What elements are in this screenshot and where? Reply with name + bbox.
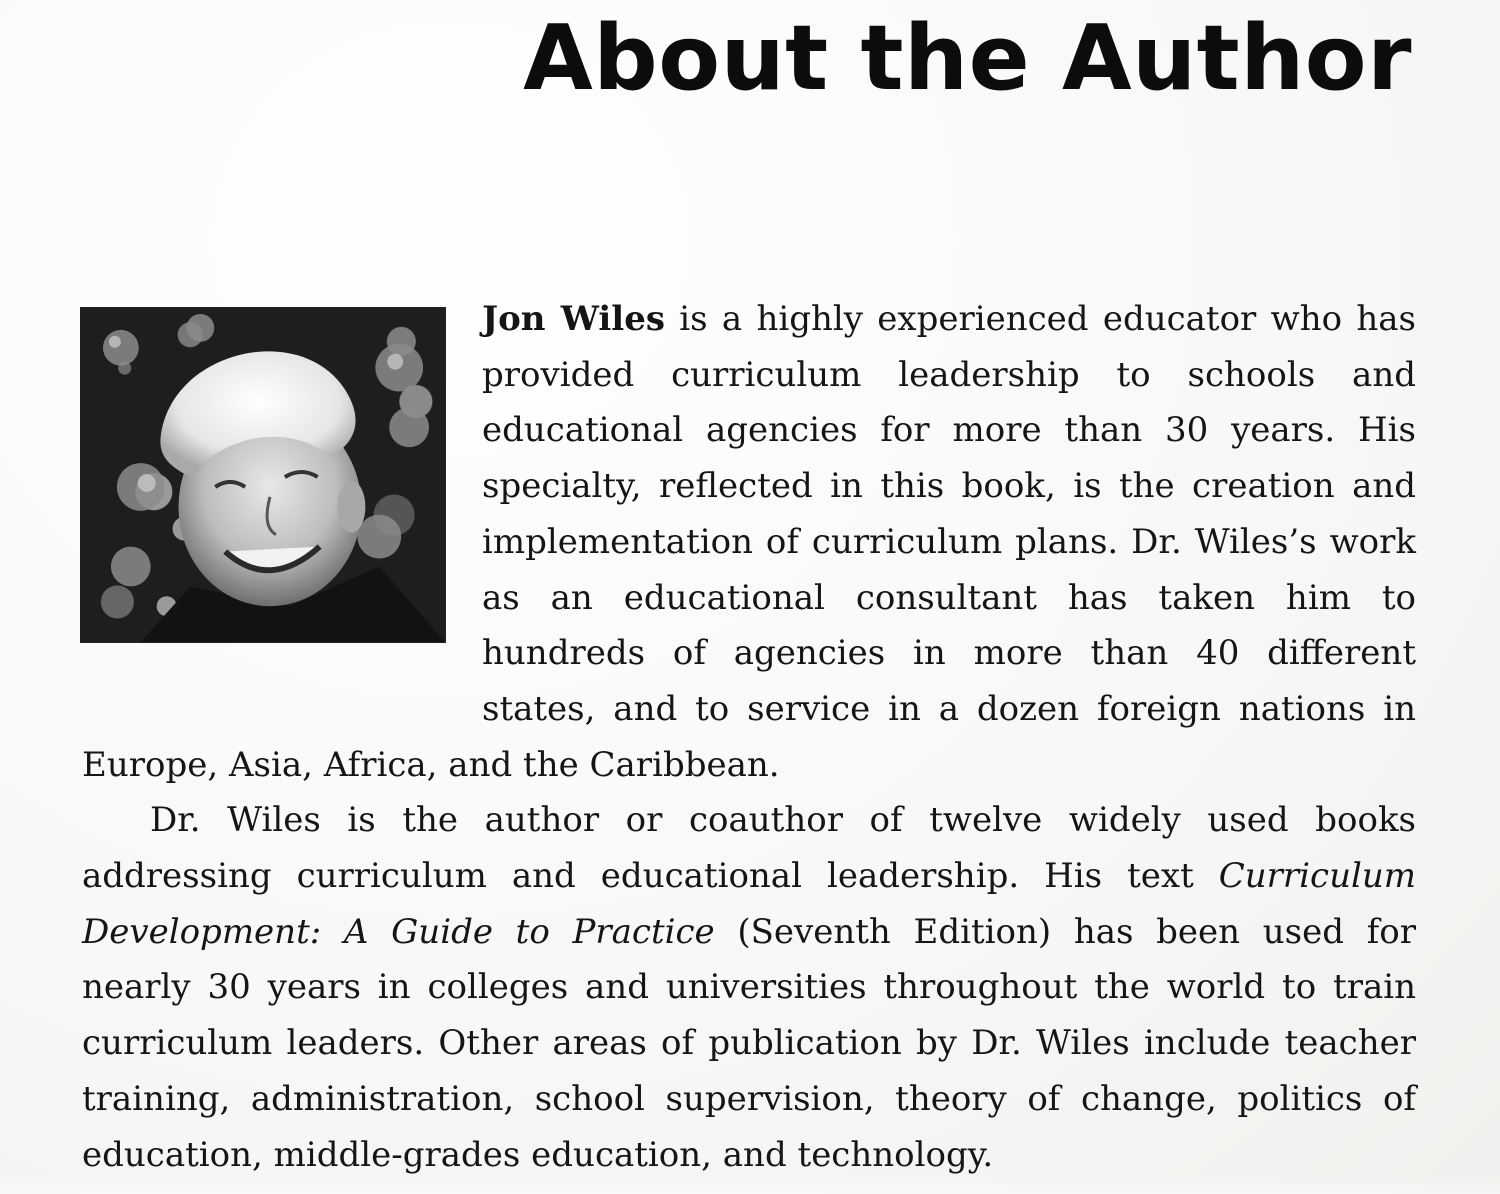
author-name: Jon Wiles <box>482 299 665 339</box>
bio-paragraph-2 <box>82 793 1416 1183</box>
page-title: About the Author <box>523 6 1412 111</box>
bio-paragraph-2-intro: Dr. Wiles is the author or coauthor of twelve widely used books addressing curriculum and educational leadership. His text <box>82 800 1416 897</box>
bio-paragraph-1-text: is a highly experienced educator who has provided curriculum leadership to schools and educational agencies for more than 30 years. His specialty, reflected in this book, is the creation and implementation of curriculum plans. Dr. Wiles’s work as an educational consultant has taken him to hundreds of agencies in more than 40 different states, and to service in a dozen foreign nations in Europe, Asia, Africa, and the Caribbean. <box>82 299 1416 785</box>
bio-paragraph-2-rest: (Seventh Edition) has been used for nearly 30 years in colleges and universities throughout the world to train curriculum leaders. Other areas of publication by Dr. Wiles include teacher training, administration, school supervision, theory of change, politics of education, middle-grades education, and technology. <box>82 911 1417 1175</box>
bleed-through-text <box>560 148 1340 238</box>
page-edge-shading <box>0 1176 1500 1194</box>
photo-wrap-spacer <box>82 292 482 682</box>
author-bio <box>82 292 1416 1183</box>
book-title: Curriculum Development: A Guide to Practice <box>82 856 1416 952</box>
